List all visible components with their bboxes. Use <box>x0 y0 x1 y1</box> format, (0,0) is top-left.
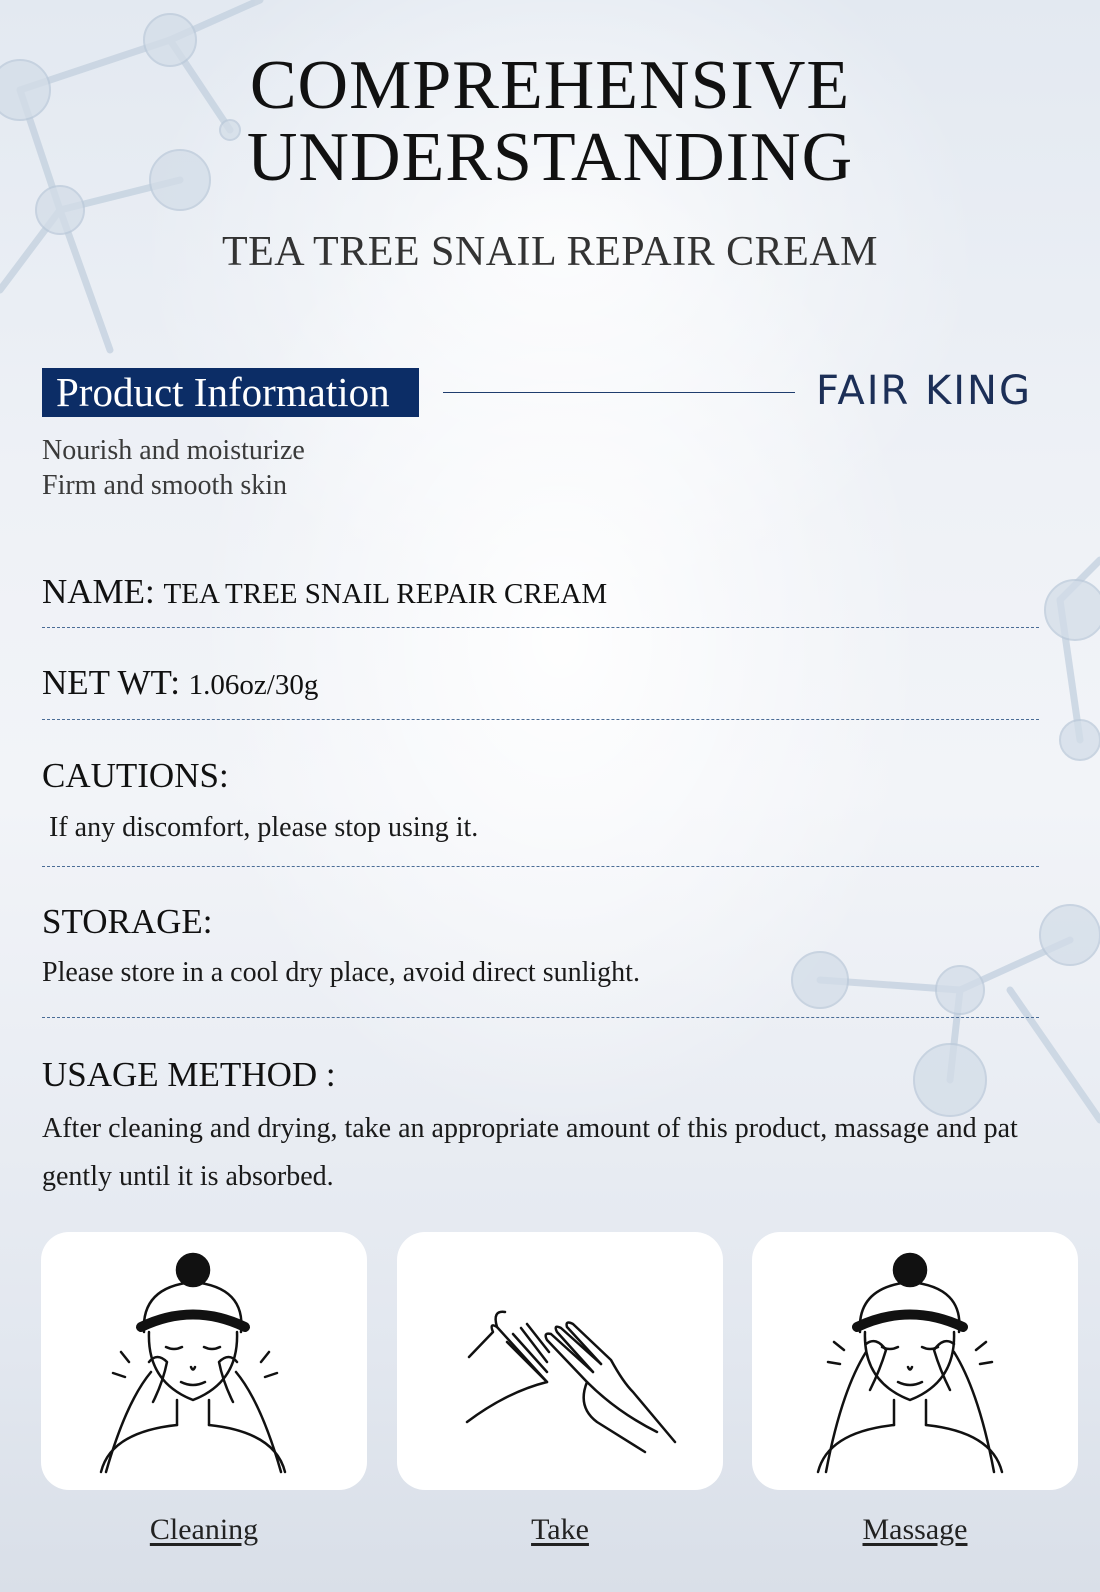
header-rule <box>443 392 795 393</box>
storage-label: STORAGE: <box>42 902 213 941</box>
step-card-massage <box>752 1232 1078 1490</box>
face-massage-icon <box>752 1232 1078 1490</box>
name-label: NAME: <box>42 572 155 611</box>
tagline-2: Firm and smooth skin <box>42 470 288 501</box>
page-title-line2: UNDERSTANDING <box>246 119 854 196</box>
step-label-cleaning: Cleaning <box>149 1513 259 1546</box>
divider <box>42 1017 1039 1018</box>
step-label-take: Take <box>531 1513 589 1546</box>
netwt-value: 1.06oz/30g <box>188 669 319 701</box>
storage-text: Please store in a cool dry place, avoid direct sunlight. <box>42 957 640 988</box>
name-value: TEA TREE SNAIL REPAIR CREAM <box>163 578 608 610</box>
step-label-massage: Massage <box>862 1513 968 1546</box>
usage-text: After cleaning and drying, take an appropriate amount of this product, massage and pat gently until it is absorbed. <box>42 1113 1018 1192</box>
product-information-badge: Product Information <box>42 368 419 417</box>
step-card-cleaning <box>41 1232 367 1490</box>
cautions-label: CAUTIONS: <box>42 756 229 795</box>
netwt-field <box>42 663 318 703</box>
brand-logo: FAIR KING <box>816 368 1032 414</box>
netwt-label: NET WT: <box>42 663 180 702</box>
name-field <box>42 572 607 612</box>
product-subtitle: TEA TREE SNAIL REPAIR CREAM <box>221 229 878 275</box>
hands-take-icon <box>397 1232 723 1490</box>
step-card-take <box>397 1232 723 1490</box>
divider <box>42 866 1039 867</box>
tagline-1: Nourish and moisturize <box>42 435 305 466</box>
divider <box>42 719 1039 720</box>
divider <box>42 627 1039 628</box>
page-title-line1: COMPREHENSIVE <box>249 47 851 124</box>
face-cleaning-icon <box>41 1232 367 1490</box>
cautions-text: If any discomfort, please stop using it. <box>42 812 479 843</box>
usage-label: USAGE METHOD : <box>42 1055 336 1094</box>
